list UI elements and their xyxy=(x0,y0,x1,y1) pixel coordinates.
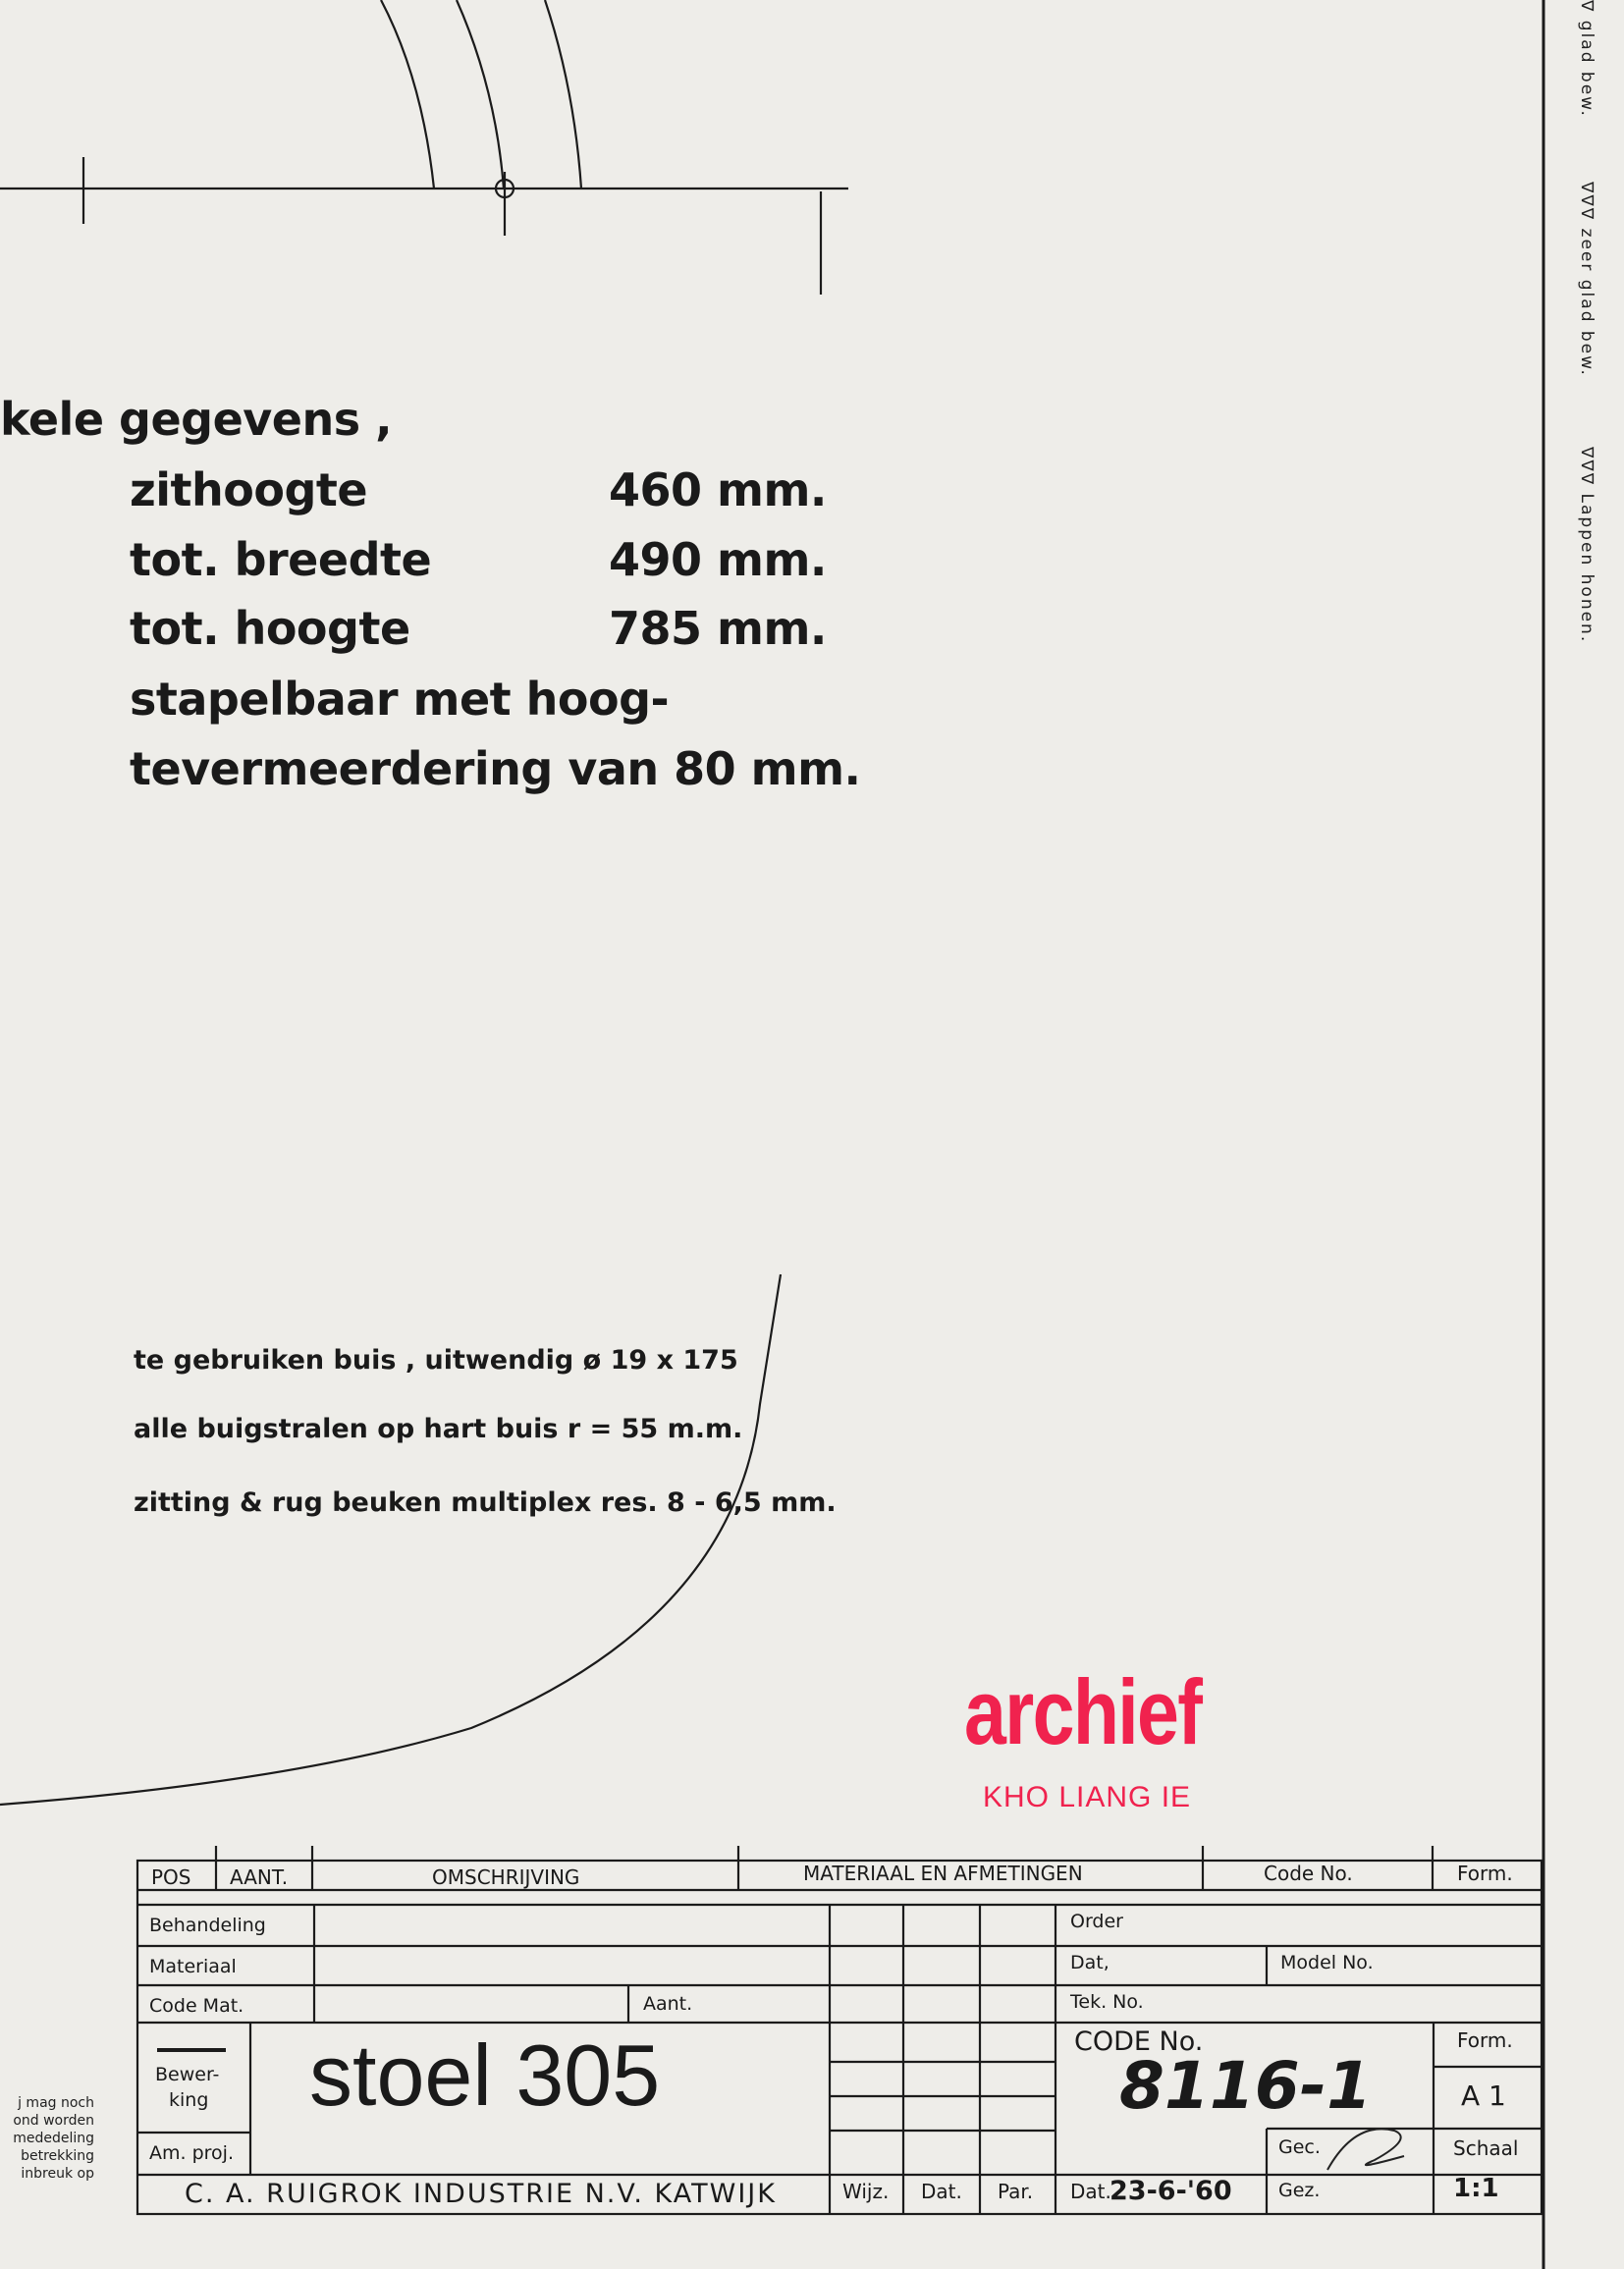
code-number: 8116-1 xyxy=(1119,2048,1373,2124)
label-materiaal: Materiaal xyxy=(149,1956,237,1977)
note-tube: te gebruiken buis , uitwendig ø 19 x 175 xyxy=(134,1345,738,1376)
label-par: Par. xyxy=(998,2180,1034,2203)
label-behandeling: Behandeling xyxy=(149,1915,266,1936)
drawing-date: 23-6-'60 xyxy=(1110,2176,1232,2206)
note-bend-radius: alle buigstralen op hart buis r = 55 m.m. xyxy=(134,1414,743,1444)
surface-legend-2: ∇∇∇ zeer glad bew. xyxy=(1577,182,1597,377)
header-omschrijving: OMSCHRIJVING xyxy=(432,1865,580,1889)
spec-value-height: 785 mm. xyxy=(609,602,827,655)
form-value: A 1 xyxy=(1461,2080,1506,2112)
label-aant: Aant. xyxy=(643,1993,693,2015)
chair-curve-mid xyxy=(457,0,504,189)
legal-notice: j mag noch ond worden mededeling betrekking inbreuk op xyxy=(13,2095,94,2182)
label-gec: Gec. xyxy=(1278,2136,1321,2158)
archive-stamp-name: KHO LIANG IE xyxy=(983,1781,1192,1813)
label-bewerking-2: king xyxy=(169,2089,209,2111)
spec-stackable-line2: tevermeerdering van 80 mm. xyxy=(130,742,861,795)
label-code-no: CODE No. xyxy=(1074,2026,1204,2057)
label-dat2: Dat. xyxy=(921,2180,962,2203)
header-aant: AANT. xyxy=(230,1865,289,1889)
label-tek-no: Tek. No. xyxy=(1070,1991,1144,2013)
spec-label-width: tot. breedte xyxy=(130,533,432,586)
label-dat: Dat, xyxy=(1070,1952,1110,1973)
surface-legend-3: ∇∇∇ Lappen honen. xyxy=(1577,447,1597,644)
label-bewerking-1: Bewer- xyxy=(155,2064,220,2085)
label-date: Dat. xyxy=(1070,2180,1111,2203)
label-code-mat: Code Mat. xyxy=(149,1995,244,2017)
archive-stamp: archief xyxy=(964,1660,1202,1763)
label-wijz: Wijz. xyxy=(842,2180,890,2203)
scale-value: 1:1 xyxy=(1453,2174,1499,2203)
header-materiaal: MATERIAAL EN AFMETINGEN xyxy=(803,1862,1083,1885)
label-gez: Gez. xyxy=(1278,2180,1321,2201)
company-name: C. A. RUIGROK INDUSTRIE N.V. KATWIJK xyxy=(185,2179,777,2209)
chair-curve-inner xyxy=(545,0,581,189)
header-code-no: Code No. xyxy=(1264,1862,1353,1885)
finish-symbol-icon: ∇∇∇ xyxy=(1577,182,1597,222)
label-am-proj: Am. proj. xyxy=(149,2142,234,2164)
note-seat-back: zitting & rug beuken multiplex res. 8 - 6,5 mm. xyxy=(134,1487,837,1518)
spec-label-height: tot. hoogte xyxy=(130,602,410,655)
header-form: Form. xyxy=(1457,1862,1513,1885)
label-model-no: Model No. xyxy=(1280,1952,1374,1973)
surface-legend-1: ∇ glad bew. xyxy=(1577,0,1597,118)
finish-symbol-icon: ∇ xyxy=(1577,0,1597,14)
spec-label-seat-height: zithoogte xyxy=(130,463,368,516)
drawing-title: stoel 305 xyxy=(309,2026,661,2124)
label-form: Form. xyxy=(1457,2028,1513,2052)
specs-heading: kele gegevens , xyxy=(0,393,393,446)
label-order: Order xyxy=(1070,1911,1123,1932)
spec-value-width: 490 mm. xyxy=(609,533,827,586)
finish-symbol-icon: ∇∇∇ xyxy=(1577,447,1597,487)
spec-value-seat-height: 460 mm. xyxy=(609,463,827,516)
signature xyxy=(1327,2129,1404,2170)
label-schaal: Schaal xyxy=(1453,2136,1519,2160)
spec-stackable-line1: stapelbaar met hoog- xyxy=(130,673,670,726)
chair-curve-outer xyxy=(381,0,434,189)
header-pos: POS xyxy=(151,1865,191,1889)
